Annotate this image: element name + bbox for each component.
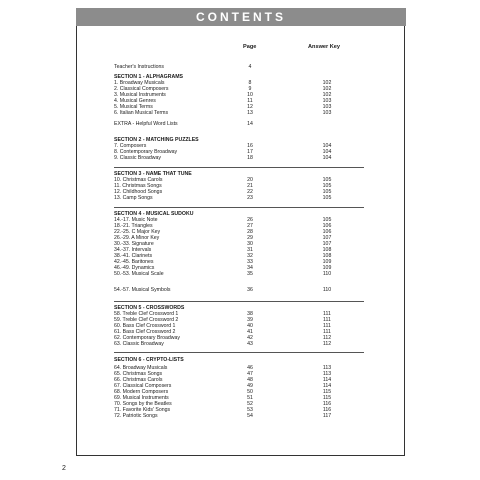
list-item: [114, 341, 354, 347]
entry-label: 3. Musical Instruments: [114, 92, 166, 98]
entry-label: 22.-25. C Major Key: [114, 229, 161, 235]
entry-page: 32: [247, 253, 253, 259]
list-item: [114, 271, 354, 277]
entry-label: 71. Favorite Kids' Songs: [114, 407, 171, 413]
entry-answer-key: 114: [322, 377, 332, 383]
entry-page: 52: [247, 401, 253, 407]
entry-page: 40: [247, 323, 253, 329]
list-item: [114, 64, 354, 70]
entry-answer-key: 111: [323, 317, 331, 323]
entry-page: 10: [247, 92, 253, 98]
entry-page: 9: [248, 86, 252, 92]
entry-label: SECTION 3 - NAME THAT TUNE: [114, 171, 192, 177]
section-divider: [114, 207, 364, 208]
list-item: [114, 121, 354, 127]
entry-label: 1. Broadway Musicals: [114, 80, 165, 86]
entry-answer-key: 108: [322, 247, 332, 253]
list-item: [114, 287, 354, 293]
entry-answer-key: 102: [322, 86, 332, 92]
entry-answer-key: 117: [322, 413, 332, 419]
entry-label: 26.-29. A Minor Key: [114, 235, 160, 241]
entry-answer-key: 104: [322, 143, 332, 149]
list-item: [114, 413, 354, 419]
entry-page: 51: [247, 395, 253, 401]
entry-answer-key: 116: [322, 401, 332, 407]
entry-page: 49: [247, 383, 253, 389]
entry-label: 63. Classic Broadway: [114, 341, 164, 347]
entry-page: 29: [247, 235, 253, 241]
entry-page: 16: [247, 143, 253, 149]
entry-answer-key: 111: [323, 323, 331, 329]
entry-answer-key: 105: [322, 217, 332, 223]
entry-label: 70. Songs by the Beatles: [114, 401, 172, 407]
entry-label: 14.-17. Music Note: [114, 217, 158, 223]
entry-label: 11. Christmas Songs: [114, 183, 162, 189]
entry-page: 12: [247, 104, 253, 110]
page-title: CONTENTS: [196, 10, 286, 24]
list-item: [114, 195, 354, 201]
entry-page: 43: [247, 341, 253, 347]
entry-answer-key: 111: [323, 329, 331, 335]
entry-page: 18: [247, 155, 253, 161]
entry-answer-key: 102: [322, 92, 332, 98]
entry-page: 50: [247, 389, 253, 395]
entry-page: 35: [247, 271, 253, 277]
entry-answer-key: 107: [322, 241, 332, 247]
entry-label: 42.-45. Baritones: [114, 259, 154, 265]
entry-label: 6. Italian Musical Terms: [114, 110, 169, 116]
entry-label: 69. Musical Instruments: [114, 395, 169, 401]
entry-label: 5. Musical Terms: [114, 104, 153, 110]
section-divider: [114, 301, 364, 302]
entry-label: 65. Christmas Songs: [114, 371, 163, 377]
entry-answer-key: 108: [322, 253, 332, 259]
entry-label: 10. Christmas Carols: [114, 177, 163, 183]
entry-answer-key: 105: [322, 183, 332, 189]
section-heading: [114, 357, 354, 363]
entry-label: 2. Classical Composers: [114, 86, 169, 92]
section-divider: [114, 167, 364, 168]
entry-label: 64. Broadway Musicals: [114, 365, 168, 371]
entry-answer-key: 105: [322, 189, 332, 195]
entry-answer-key: 103: [322, 98, 332, 104]
entry-page: 54: [247, 413, 253, 419]
entry-page: 41: [247, 329, 253, 335]
entry-answer-key: 115: [322, 389, 332, 395]
entry-label: SECTION 6 - CRYPTO-LISTS: [114, 357, 184, 363]
entry-label: Teacher's Instructions: [114, 64, 165, 70]
entry-answer-key: 107: [322, 235, 332, 241]
entry-label: 8. Contemporary Broadway: [114, 149, 178, 155]
entry-page: 34: [247, 265, 253, 271]
entry-page: 27: [247, 223, 253, 229]
entry-label: SECTION 1 - ALPHAGRAMS: [114, 74, 183, 80]
entry-page: 17: [247, 149, 253, 155]
entry-label: 34.-37. Intervals: [114, 247, 152, 253]
entry-answer-key: 102: [322, 80, 332, 86]
entry-page: 46: [247, 365, 253, 371]
entry-answer-key: 116: [322, 407, 332, 413]
entry-label: 58. Treble Clef Crossword 1: [114, 311, 179, 317]
entry-label: 9. Classic Broadway: [114, 155, 161, 161]
entry-page: 20: [247, 177, 253, 183]
entry-label: EXTRA - Helpful Word Lists: [114, 121, 178, 127]
entry-page: 28: [247, 229, 253, 235]
list-item: [114, 155, 354, 161]
entry-label: 12. Childhood Songs: [114, 189, 163, 195]
entry-answer-key: 105: [322, 195, 332, 201]
entry-answer-key: 106: [322, 223, 332, 229]
entry-page: 31: [247, 247, 253, 253]
entry-page: 47: [247, 371, 253, 377]
entry-label: 59. Treble Clef Crossword 2: [114, 317, 179, 323]
entry-page: 48: [247, 377, 253, 383]
entry-label: SECTION 4 - MUSICAL SUDOKU: [114, 211, 194, 217]
entry-page: 38: [247, 311, 253, 317]
entry-answer-key: 113: [322, 371, 332, 377]
page-number: 2: [62, 465, 66, 472]
entry-answer-key: 112: [322, 335, 332, 341]
entry-answer-key: 106: [322, 229, 332, 235]
entry-label: 60. Bass Clef Crossword 1: [114, 323, 176, 329]
entry-answer-key: 112: [322, 341, 332, 347]
entry-label: 4. Musical Genres: [114, 98, 156, 104]
entry-label: 18.-21. Triangles: [114, 223, 153, 229]
entry-page: 13: [247, 110, 253, 116]
entry-label: 72. Patriotic Songs: [114, 413, 158, 419]
entry-label: SECTION 2 - MATCHING PUZZLES: [114, 137, 199, 143]
entry-page: 4: [248, 64, 252, 70]
entry-page: 36: [247, 287, 253, 293]
entry-label: SECTION 5 - CROSSWORDS: [114, 305, 185, 311]
entry-answer-key: 104: [322, 155, 332, 161]
entry-answer-key: 103: [322, 104, 332, 110]
entry-answer-key: 113: [322, 365, 332, 371]
page-column-header: Page: [243, 44, 257, 50]
entry-page: 30: [247, 241, 253, 247]
entry-answer-key: 111: [323, 311, 331, 317]
entry-label: 50.-53. Musical Scale: [114, 271, 164, 277]
entry-page: 23: [247, 195, 253, 201]
entry-answer-key: 114: [322, 383, 332, 389]
entry-answer-key: 109: [322, 265, 332, 271]
entry-label: 38.-41. Clarinets: [114, 253, 153, 259]
entry-label: 46.-49. Dynamics: [114, 265, 155, 271]
entry-label: 13. Camp Songs: [114, 195, 153, 201]
entry-label: 62. Contemporary Broadway: [114, 335, 181, 341]
entry-label: 67. Classical Composers: [114, 383, 172, 389]
entry-page: 39: [247, 317, 253, 323]
entry-page: 14: [247, 121, 253, 127]
entry-label: 68. Modern Composers: [114, 389, 169, 395]
list-item: [114, 110, 354, 116]
entry-answer-key: 104: [322, 149, 332, 155]
entry-label: 54.-57. Musical Symbols: [114, 287, 171, 293]
entry-page: 42: [247, 335, 253, 341]
entry-page: 33: [247, 259, 253, 265]
entry-answer-key: 115: [322, 395, 332, 401]
entry-label: 30.-33. Signature: [114, 241, 154, 247]
entry-answer-key: 110: [322, 271, 332, 277]
entry-answer-key: 103: [322, 110, 332, 116]
entry-page: 21: [247, 183, 253, 189]
answer-key-column-header: Answer Key: [308, 44, 341, 50]
entry-page: 8: [248, 80, 252, 86]
entry-answer-key: 105: [322, 177, 332, 183]
entry-label: 7. Composers: [114, 143, 147, 149]
entry-page: 53: [247, 407, 253, 413]
entry-label: 61. Bass Clef Crossword 2: [114, 329, 176, 335]
entry-answer-key: 110: [322, 287, 332, 293]
entry-answer-key: 109: [322, 259, 332, 265]
entry-page: 11: [247, 98, 253, 104]
entry-page: 26: [247, 217, 253, 223]
section-divider: [114, 352, 364, 353]
entry-label: 66. Christmas Carols: [114, 377, 163, 383]
entry-page: 22: [247, 189, 253, 195]
